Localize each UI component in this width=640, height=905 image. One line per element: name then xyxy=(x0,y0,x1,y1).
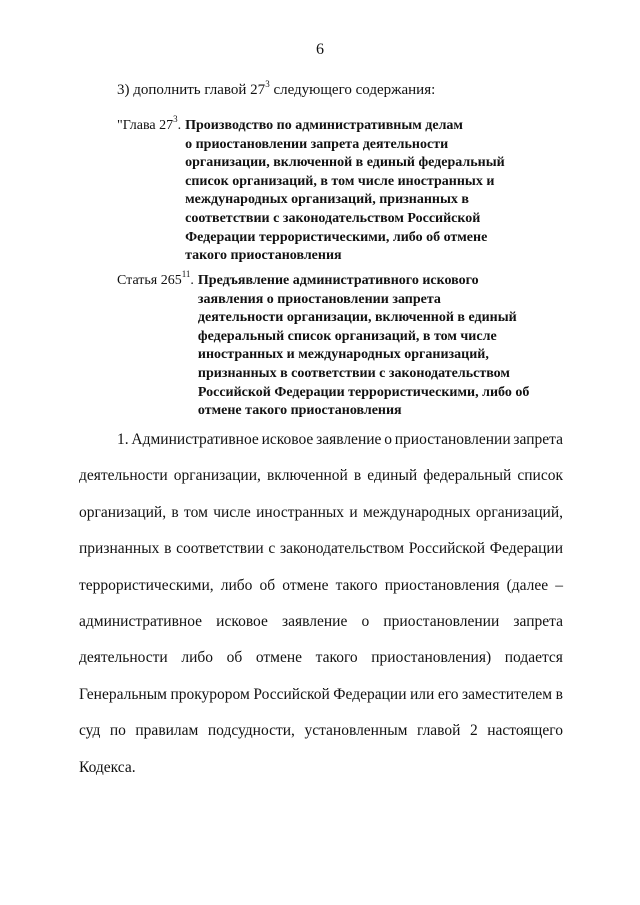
body-word: организаций, xyxy=(79,503,167,521)
body-line-last: Кодекса. xyxy=(79,758,136,776)
body-word: о xyxy=(361,612,370,630)
body-word: организаций, xyxy=(475,503,563,521)
body-word: отмене xyxy=(255,649,303,667)
body-word: или xyxy=(410,685,435,703)
body-word: деятельности xyxy=(79,649,168,667)
chapter-title-line: Производство по административным делам xyxy=(185,118,463,133)
body-word: заявление xyxy=(282,612,348,630)
article-title xyxy=(198,272,529,421)
body-word: международных xyxy=(362,503,471,521)
body-word: признанных xyxy=(79,540,160,558)
chapter-title xyxy=(185,117,505,266)
chapter-title-line: международных организаций, признанных в xyxy=(185,192,469,208)
body-word: исковое xyxy=(216,612,268,630)
body-word: об xyxy=(259,576,276,594)
body-word: (далее xyxy=(506,576,549,594)
body-word: федеральный xyxy=(423,467,512,485)
body-line xyxy=(79,604,563,640)
body-word: том xyxy=(184,503,208,521)
body-line xyxy=(79,458,563,494)
article-title-line: отмене такого приостановления xyxy=(197,403,402,419)
body-word: подается xyxy=(504,649,563,667)
body-word: либо xyxy=(181,649,213,667)
chapter-label-superscript: 3 xyxy=(173,114,178,125)
article-label-period: . xyxy=(190,273,194,288)
body-word: по xyxy=(109,722,126,740)
body-word: Российской xyxy=(408,540,486,558)
body-word: такого xyxy=(315,649,358,667)
article-heading xyxy=(117,269,530,421)
intro-text-after: следующего содержания: xyxy=(269,82,436,98)
body-word: Федерации xyxy=(489,540,563,558)
chapter-heading xyxy=(117,114,505,266)
body-word: его xyxy=(437,685,459,703)
body-word: прокурором xyxy=(170,685,250,703)
article-label-text: Статья 265 xyxy=(117,273,182,288)
body-word: соответствии xyxy=(176,540,264,558)
body-word: Генеральным xyxy=(79,685,167,703)
body-line xyxy=(79,422,563,458)
body-word: – xyxy=(555,576,563,594)
body-word: в xyxy=(164,540,172,558)
chapter-label-period: . xyxy=(177,118,182,133)
article-title-line: деятельности организации, включенной в единый xyxy=(197,310,517,326)
chapter-title-line: о приостановлении запрета деятельности xyxy=(185,136,449,152)
body-word: приостановления xyxy=(384,576,500,594)
body-word: 2 xyxy=(469,722,478,740)
body-word: такого xyxy=(335,576,378,594)
body-line xyxy=(79,713,563,749)
chapter-title-line: организации, включенной в единый федеральный xyxy=(185,155,505,171)
intro-superscript: 3 xyxy=(265,79,270,89)
page-number: 6 xyxy=(316,41,324,58)
body-word: об xyxy=(226,649,243,667)
body-word: Административное xyxy=(131,431,259,448)
chapter-title-line: такого приостановления xyxy=(185,248,342,264)
article-title-line: Предъявление административного искового xyxy=(197,273,479,288)
body-word: с xyxy=(268,540,276,558)
body-word: 1. xyxy=(117,431,129,448)
body-word: приостановлении xyxy=(394,431,511,448)
body-word: о xyxy=(384,431,392,448)
body-line xyxy=(79,640,563,676)
chapter-title-line: соответствии с законодательством Российской xyxy=(185,210,481,226)
chapter-title-line: список организаций, в том числе иностранных и xyxy=(185,173,495,189)
body-word: иностранных xyxy=(256,503,345,521)
body-word: суд xyxy=(79,722,101,740)
body-word: административное xyxy=(79,612,203,630)
article-title-line: заявления о приостановлении запрета xyxy=(197,291,441,307)
intro-line xyxy=(117,80,435,100)
body-paragraph xyxy=(79,422,563,786)
body-word: запрета xyxy=(513,431,563,448)
body-word: Федерации xyxy=(333,685,407,703)
body-word: включенной xyxy=(266,467,348,485)
body-word: деятельности xyxy=(79,467,168,485)
body-word: установленным xyxy=(304,722,408,740)
article-title-line: Российской Федерации террористическими, либо об xyxy=(197,384,530,400)
body-word: отмене xyxy=(282,576,329,594)
chapter-title-line: Федерации террористическими, либо об отмене xyxy=(185,229,488,245)
body-word: организации, xyxy=(173,467,261,485)
article-title-line: федеральный список организаций, в том числе xyxy=(197,328,497,344)
article-title-line: иностранных и международных организаций, xyxy=(197,347,489,363)
body-word: запрета xyxy=(513,612,563,630)
body-word: в xyxy=(555,685,563,703)
body-word: в xyxy=(353,467,362,485)
body-word: числе xyxy=(213,503,251,521)
body-word: и xyxy=(349,503,358,521)
body-line xyxy=(79,568,563,604)
body-word: единый xyxy=(367,467,418,485)
chapter-label-text: "Глава 27 xyxy=(117,118,174,133)
body-word: заместителем xyxy=(462,685,553,703)
article-label-superscript: 11 xyxy=(181,269,191,280)
body-word: приостановления) xyxy=(371,649,492,667)
body-word: главой xyxy=(417,722,461,740)
body-word: правилам xyxy=(135,722,199,740)
body-line xyxy=(79,495,563,531)
body-word: исковое xyxy=(261,431,314,448)
body-word: список xyxy=(517,467,563,485)
body-word: заявление xyxy=(316,431,382,448)
body-word: настоящего xyxy=(487,722,563,740)
body-line xyxy=(79,677,563,713)
body-word: террористическими, xyxy=(79,576,214,594)
body-word: в xyxy=(171,503,179,521)
article-label xyxy=(117,269,198,421)
intro-text-before: 3) дополнить главой 27 xyxy=(117,82,266,98)
article-title-line: признанных в соответствии с законодательством xyxy=(197,365,510,381)
body-line xyxy=(79,531,563,567)
body-word: законодательством xyxy=(279,540,405,558)
body-word: либо xyxy=(220,576,253,594)
chapter-label xyxy=(117,114,185,266)
body-word: приостановлении xyxy=(383,612,500,630)
body-word: Российской xyxy=(253,685,330,703)
body-word: подсудности, xyxy=(207,722,295,740)
